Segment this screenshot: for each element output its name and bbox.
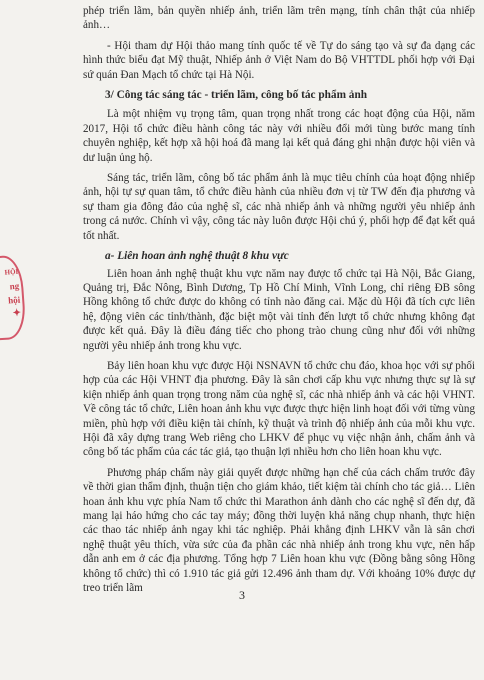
page-number: 3	[239, 588, 245, 602]
paragraph-intro: Là một nhiệm vụ trọng tâm, quan trọng nhất trong các hoạt động của Hội, năm 2017, Hội tổ chức điều hành công tác này với nhiều đổi mới tùng bước mang tính chuyên nghiệp, kết hợp xã hội hoá đã mang lại kết quả đáng ghi nhận được hội viên và dư luận ủng hộ.	[83, 108, 475, 164]
subsection-heading: a- Liên hoan ảnh nghệ thuật 8 khu vực	[105, 250, 289, 263]
stamp-text-2: ng	[9, 280, 20, 292]
stamp-text-1: HỘI	[4, 267, 19, 277]
paragraph-judging-method: Phương pháp chấm này giải quyết được những hạn chế của cách chấm trước đây về thời gian thẩm định, thuận tiện cho giám khảo, tiết kiệm tài chính cho tác giả… Liên hoan ảnh khu vực phía Nam tổ chức thi Marathon ảnh dành cho các nghệ sĩ đến dự, đã mang lại háo hứng cho các tay máy; đồng thời luyện khả năng chụp nhanh, thực hiện các thao tác nhiếp ảnh ngay khi tác nghiệp. Phải khẳng định LHKV vẫn là sân chơi nghệ thuật yêu thích, vừa sức của đa phần các nhà nhiếp ảnh trong khu vực, nên hấp dẫn anh em ở các địa phương. Tổng hợp 7 Liên hoan khu vực (Đồng bằng sông Hồng không tổ chức) thì có 1.910 tác giả gửi 12.496 ảnh tham dự. Với khoảng 10% được dự treo triển lãm	[83, 466, 475, 595]
document-body	[83, 4, 475, 601]
paragraph-continued: phép triển lãm, bản quyền nhiếp ảnh, triển lãm trên mạng, tính chân thật của nhiếp ảnh…	[83, 5, 475, 32]
red-seal-stamp	[0, 254, 27, 341]
paragraph-workshop: - Hội tham dự Hội thảo mang tính quốc tế về Tự do sáng tạo và sự đa dạng các hình thức biểu đạt Mỹ thuật, Nhiếp ảnh ở Việt Nam do Bộ VHTTDL phối hợp với Đại sứ quán Đan Mạch tổ chức tại Hà Nội.	[83, 39, 475, 81]
paragraph-festival: Liên hoan ảnh nghệ thuật khu vực năm nay được tổ chức tại Hà Nội, Bắc Giang, Quảng trị, Đắc Nông, Bình Dương, Tp Hồ Chí Minh, Vĩnh Long, chỉ riêng ĐB sông Hồng không tổ chức được do không có tỉnh nào đăng cai. Mặc dù Hội đã tích cực liên hệ, động viên các tỉnh/thành, đặc biệt một vài tỉnh đến lượt tổ chức nhưng không đạt được kết quả. Đây là điều đáng tiếc cho phong trào chung cũng như đối với những người yêu nhiếp ảnh trong khu vực.	[83, 267, 475, 352]
section-heading: 3/ Công tác sáng tác - triển lãm, công bố tác phẩm ảnh	[105, 89, 368, 102]
stamp-star-icon: ✦	[12, 307, 22, 320]
paragraph-creation: Sáng tác, triển lãm, công bố tác phẩm ảnh là mục tiêu chính của hoạt động nhiếp ảnh, hội tự sự quan tâm, tổ chức điều hành của nhiều đơn vị từ TW đến địa phương và sự tham gia đông đảo của nghệ sĩ, các nhà nhiếp ảnh và những người yêu nhiếp ảnh trong cả nước. Chính vì vậy, công tác này luôn được Hội chú ý, phối hợp để đạt kết quả tốt nhất.	[83, 172, 475, 242]
stamp-text-3: hội	[7, 294, 21, 306]
paragraph-seven-festivals: Bảy liên hoan khu vực được Hội NSNAVN tổ chức chu đáo, khoa học với sự phối hợp của các Hội VHNT địa phương. Đây là sân chơi cấp khu vực nhưng thực sự là sự kiện nhiếp ảnh quan trọng trong năm của nghệ sĩ, các nhà nhiếp ảnh và các hội VHNT. Về công tác tổ chức, Liên hoan ảnh khu vực được thực hiện linh hoạt đối với từng vùng miền, phù hợp với điều kiện tài chính, kỹ thuật và trình độ nhiếp ảnh của mỗi khu vực. Hội đã xây dựng trang Web riêng cho LHKV để phục vụ việc nhận ảnh, chấm ảnh và công bố tác phẩm của các tác giả, tạo thuận lợi nhiều hơn cho liên hoan khu vực.	[83, 359, 475, 459]
